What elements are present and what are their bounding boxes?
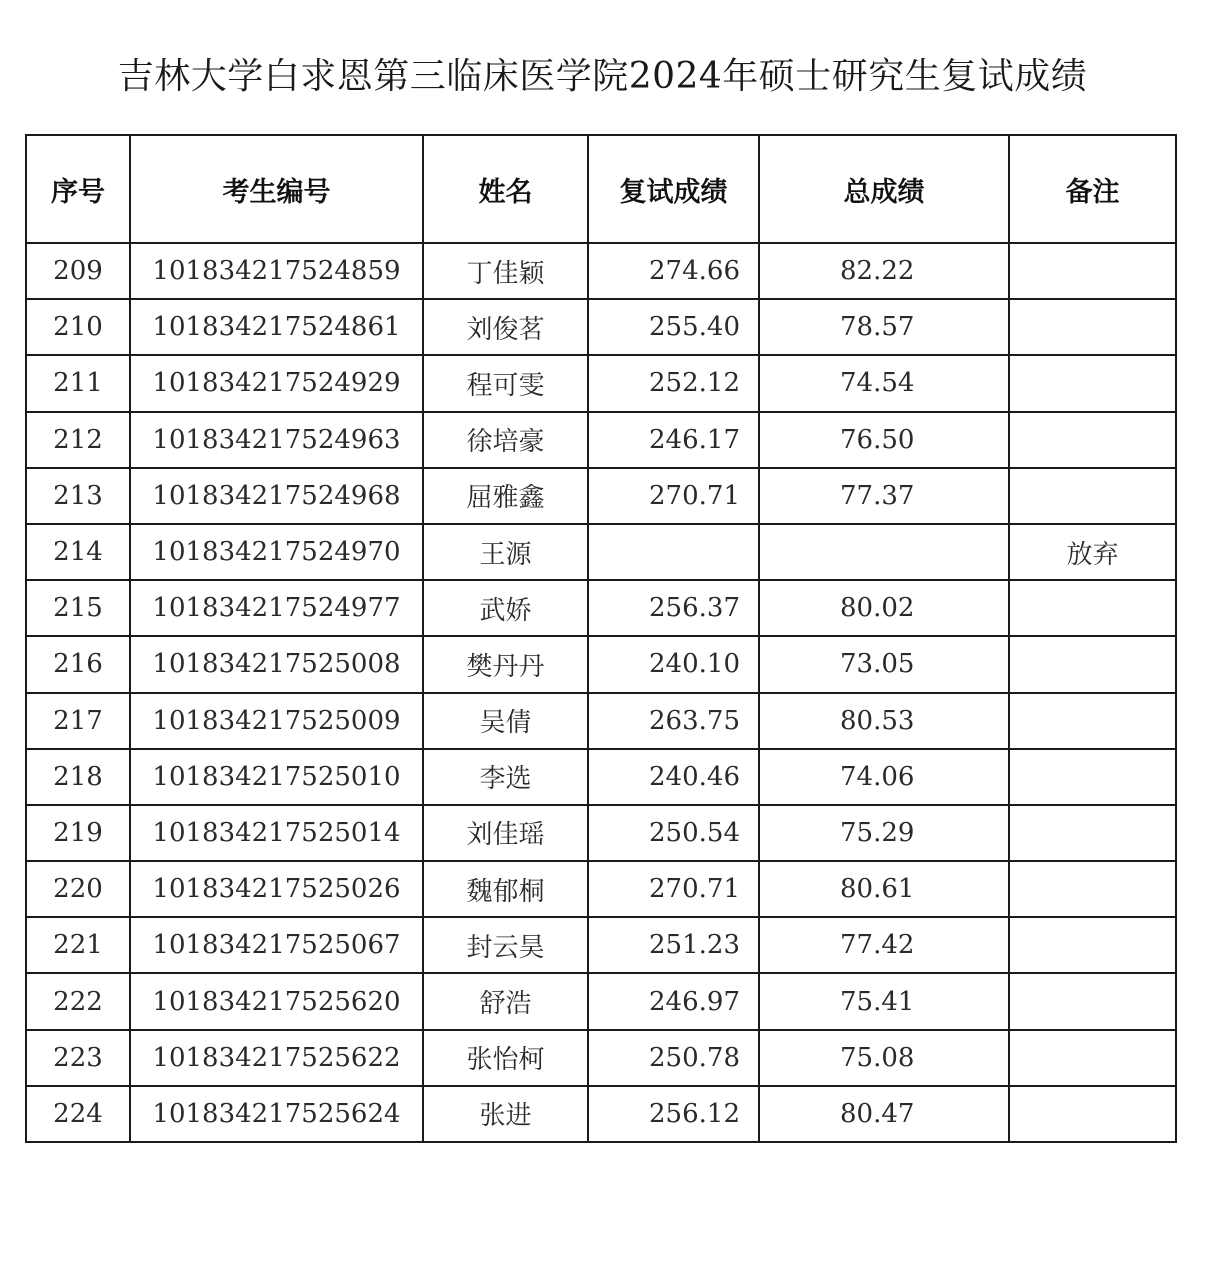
cell-total-score: 80.61 [759,861,1009,917]
cell-remark: 放弃 [1009,524,1176,580]
cell-exam-id: 101834217524977 [130,580,423,636]
cell-total-score: 77.42 [759,917,1009,973]
cell-remark [1009,693,1176,749]
cell-retest-score: 251.23 [588,917,759,973]
cell-index: 213 [26,468,130,524]
cell-total-score: 76.50 [759,412,1009,468]
cell-index: 217 [26,693,130,749]
cell-remark [1009,1030,1176,1086]
cell-name: 屈雅鑫 [423,468,588,524]
cell-index: 214 [26,524,130,580]
table-row [26,468,1176,524]
cell-total-score: 74.06 [759,749,1009,805]
cell-remark [1009,468,1176,524]
score-table [25,134,1177,1143]
table-row [26,299,1176,355]
table-row [26,917,1176,973]
table-row [26,1086,1176,1142]
table-row [26,693,1176,749]
cell-remark [1009,973,1176,1029]
cell-retest-score: 270.71 [588,861,759,917]
cell-exam-id: 101834217524970 [130,524,423,580]
cell-index: 222 [26,973,130,1029]
cell-exam-id: 101834217525009 [130,693,423,749]
cell-total-score: 74.54 [759,355,1009,411]
cell-exam-id: 101834217524963 [130,412,423,468]
cell-total-score: 82.22 [759,243,1009,299]
cell-remark [1009,805,1176,861]
table-row [26,524,1176,580]
header-index: 序号 [26,135,130,243]
table-header-row [26,135,1176,243]
cell-index: 223 [26,1030,130,1086]
cell-remark [1009,243,1176,299]
table-row [26,805,1176,861]
cell-exam-id: 101834217525624 [130,1086,423,1142]
table-row [26,580,1176,636]
cell-exam-id: 101834217524929 [130,355,423,411]
table-row [26,1030,1176,1086]
cell-name: 张进 [423,1086,588,1142]
table-row [26,749,1176,805]
cell-name: 武娇 [423,580,588,636]
cell-name: 程可雯 [423,355,588,411]
cell-name: 樊丹丹 [423,636,588,692]
cell-index: 224 [26,1086,130,1142]
cell-exam-id: 101834217524968 [130,468,423,524]
cell-retest-score: 263.75 [588,693,759,749]
cell-total-score: 80.47 [759,1086,1009,1142]
table-row [26,861,1176,917]
cell-remark [1009,1086,1176,1142]
cell-index: 218 [26,749,130,805]
cell-remark [1009,861,1176,917]
cell-name: 魏郁桐 [423,861,588,917]
cell-remark [1009,355,1176,411]
header-remark: 备注 [1009,135,1176,243]
table-row [26,355,1176,411]
cell-exam-id: 101834217525026 [130,861,423,917]
page-title: 吉林大学白求恩第三临床医学院2024年硕士研究生复试成绩 [117,56,1088,97]
cell-index: 221 [26,917,130,973]
cell-retest-score: 240.10 [588,636,759,692]
cell-exam-id: 101834217525008 [130,636,423,692]
cell-total-score: 75.41 [759,973,1009,1029]
cell-name: 王源 [423,524,588,580]
cell-total-score: 75.29 [759,805,1009,861]
cell-name: 封云昊 [423,917,588,973]
cell-remark [1009,917,1176,973]
cell-retest-score: 240.46 [588,749,759,805]
cell-name: 刘佳瑶 [423,805,588,861]
cell-total-score: 80.53 [759,693,1009,749]
cell-retest-score: 246.97 [588,973,759,1029]
table-row [26,973,1176,1029]
cell-exam-id: 101834217525014 [130,805,423,861]
cell-index: 209 [26,243,130,299]
cell-remark [1009,299,1176,355]
cell-remark [1009,412,1176,468]
table-row [26,636,1176,692]
cell-total-score: 75.08 [759,1030,1009,1086]
cell-index: 215 [26,580,130,636]
cell-exam-id: 101834217525620 [130,973,423,1029]
cell-retest-score: 274.66 [588,243,759,299]
table-row [26,412,1176,468]
header-exam-id: 考生编号 [130,135,423,243]
cell-name: 舒浩 [423,973,588,1029]
cell-exam-id: 101834217525010 [130,749,423,805]
cell-retest-score: 250.78 [588,1030,759,1086]
cell-retest-score: 256.12 [588,1086,759,1142]
cell-index: 210 [26,299,130,355]
header-total-score: 总成绩 [759,135,1009,243]
cell-retest-score: 255.40 [588,299,759,355]
cell-name: 张怡柯 [423,1030,588,1086]
cell-remark [1009,749,1176,805]
cell-name: 李选 [423,749,588,805]
cell-name: 刘俊茗 [423,299,588,355]
cell-retest-score: 250.54 [588,805,759,861]
cell-remark [1009,580,1176,636]
cell-index: 212 [26,412,130,468]
cell-exam-id: 101834217524861 [130,299,423,355]
cell-remark [1009,636,1176,692]
cell-index: 220 [26,861,130,917]
cell-name: 丁佳颖 [423,243,588,299]
cell-retest-score: 270.71 [588,468,759,524]
cell-retest-score: 246.17 [588,412,759,468]
cell-retest-score: 256.37 [588,580,759,636]
table-body [26,243,1176,1142]
cell-index: 219 [26,805,130,861]
cell-exam-id: 101834217525067 [130,917,423,973]
cell-total-score [759,524,1009,580]
cell-total-score: 80.02 [759,580,1009,636]
cell-index: 211 [26,355,130,411]
table-row [26,243,1176,299]
cell-retest-score: 252.12 [588,355,759,411]
cell-retest-score [588,524,759,580]
cell-exam-id: 101834217525622 [130,1030,423,1086]
header-name: 姓名 [423,135,588,243]
header-retest-score: 复试成绩 [588,135,759,243]
cell-name: 吴倩 [423,693,588,749]
cell-total-score: 77.37 [759,468,1009,524]
cell-total-score: 73.05 [759,636,1009,692]
cell-name: 徐培豪 [423,412,588,468]
cell-total-score: 78.57 [759,299,1009,355]
cell-exam-id: 101834217524859 [130,243,423,299]
cell-index: 216 [26,636,130,692]
